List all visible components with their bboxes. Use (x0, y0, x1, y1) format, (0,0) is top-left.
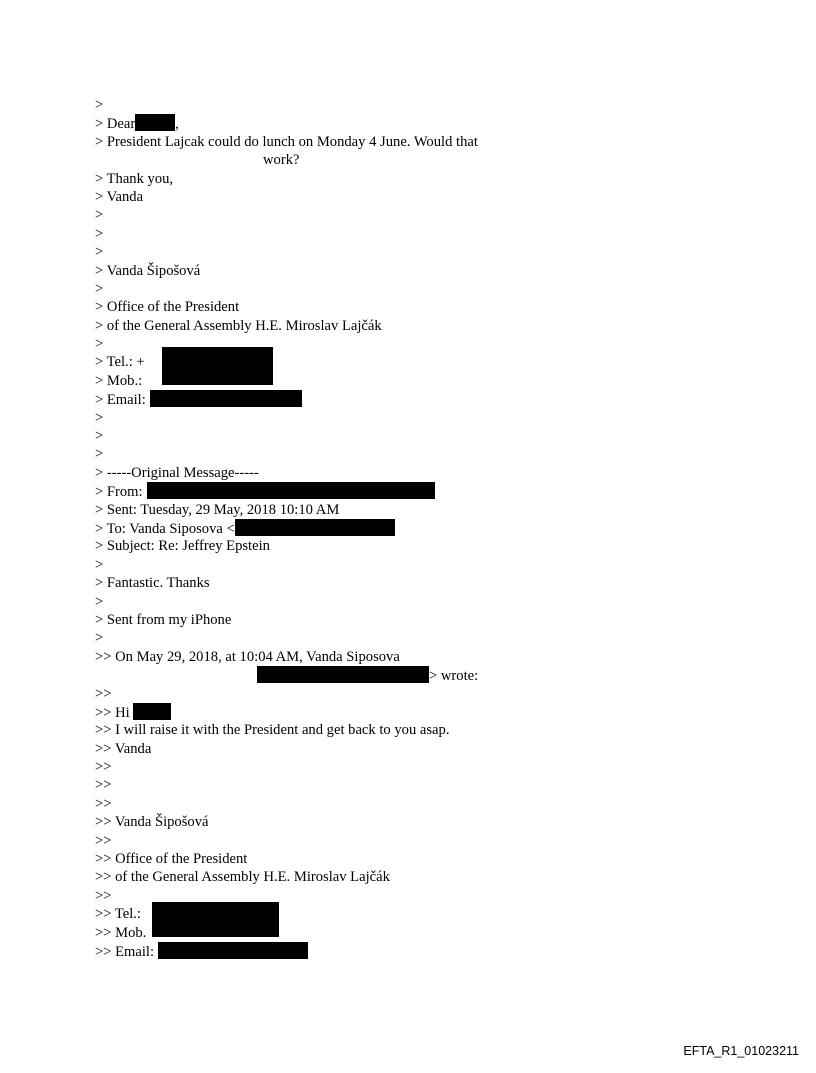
salutation-line (95, 114, 478, 132)
quoted-body-line: >> I will raise it with the President and get back to you asap. (95, 722, 450, 739)
mob-label: > Mob.: (95, 372, 143, 389)
header-subject: > Subject: Re: Jeffrey Epstein (95, 538, 270, 555)
redaction (133, 703, 171, 720)
body-line: > President Lajcak could do lunch on Monday 4 June. Would that (95, 133, 478, 150)
quote-line: > (95, 446, 107, 463)
mob-label: >> Mob. (95, 924, 147, 941)
email-label: >> Email: (95, 943, 155, 960)
header-to (95, 519, 478, 537)
body-line-wrap: work? (263, 152, 300, 169)
quoted-header-wrap (95, 666, 478, 684)
signature-email (95, 390, 478, 408)
signature-tel (95, 353, 478, 371)
quote-line: >> (95, 795, 116, 812)
hi-text: >> Hi (95, 704, 130, 721)
signature-office: > Office of the President (95, 299, 240, 316)
email-label: > Email: (95, 392, 146, 409)
body-line: > Fantastic. Thanks (95, 575, 210, 592)
tel-label: >> Tel.: (95, 906, 141, 923)
quote-line: > (95, 556, 107, 573)
quoted-header-line: >> On May 29, 2018, at 10:04 AM, Vanda Siposova (95, 648, 400, 665)
quoted-signature-email (95, 942, 478, 960)
salutation-text: > Dear (95, 116, 136, 133)
quote-line: > (95, 280, 107, 297)
quote-line: > (95, 207, 107, 224)
original-message-header: > -----Original Message----- (95, 464, 259, 481)
document-id: EFTA_R1_01023211 (683, 1044, 799, 1058)
body-line: > Sent from my iPhone (95, 611, 232, 628)
wrote-text: > wrote: (429, 668, 479, 685)
signature-office-2: > of the General Assembly H.E. Miroslav Lajčák (95, 317, 382, 334)
quote-line: > (95, 593, 107, 610)
quote-line: >> (95, 759, 116, 776)
quote-line: > (95, 244, 107, 261)
quoted-signature-office: >> Office of the President (95, 851, 248, 868)
header-sent: > Sent: Tuesday, 29 May, 2018 10:10 AM (95, 501, 340, 518)
quote-line: > (95, 336, 107, 353)
quote-line: > (95, 97, 107, 113)
quoted-signoff: >> Vanda (95, 740, 152, 757)
body-line: > Thank you, (95, 170, 174, 187)
redaction-block-quoted-contacts (152, 902, 279, 937)
signature-name: > Vanda Šipošová (95, 262, 201, 279)
quoted-signature-name: >> Vanda Šipošová (95, 814, 209, 831)
redaction (135, 114, 175, 131)
quote-line: > (95, 409, 107, 426)
quoted-salutation (95, 703, 478, 721)
redaction (257, 666, 429, 683)
signature-mob (95, 372, 478, 390)
quote-line: >> (95, 777, 116, 794)
quote-line: > (95, 225, 107, 242)
signoff-line: > Vanda (95, 188, 144, 205)
quote-line: > (95, 630, 107, 647)
redaction (150, 390, 302, 407)
header-from (95, 482, 478, 500)
to-label: > To: Vanda Siposova < (95, 520, 235, 537)
redaction (158, 942, 308, 959)
salutation-comma: , (175, 116, 179, 133)
redaction (235, 519, 395, 536)
quote-line: >> (95, 887, 116, 904)
quote-line: > (95, 428, 107, 445)
quoted-signature-office-2: >> of the General Assembly H.E. Miroslav Lajčák (95, 869, 390, 886)
tel-label: > Tel.: + (95, 354, 145, 371)
quote-line: >> (95, 832, 116, 849)
email-body (95, 96, 478, 960)
from-label: > From: (95, 484, 143, 501)
redaction-block-contacts (162, 347, 273, 385)
quote-line: >> (95, 685, 116, 702)
redaction (147, 482, 435, 499)
